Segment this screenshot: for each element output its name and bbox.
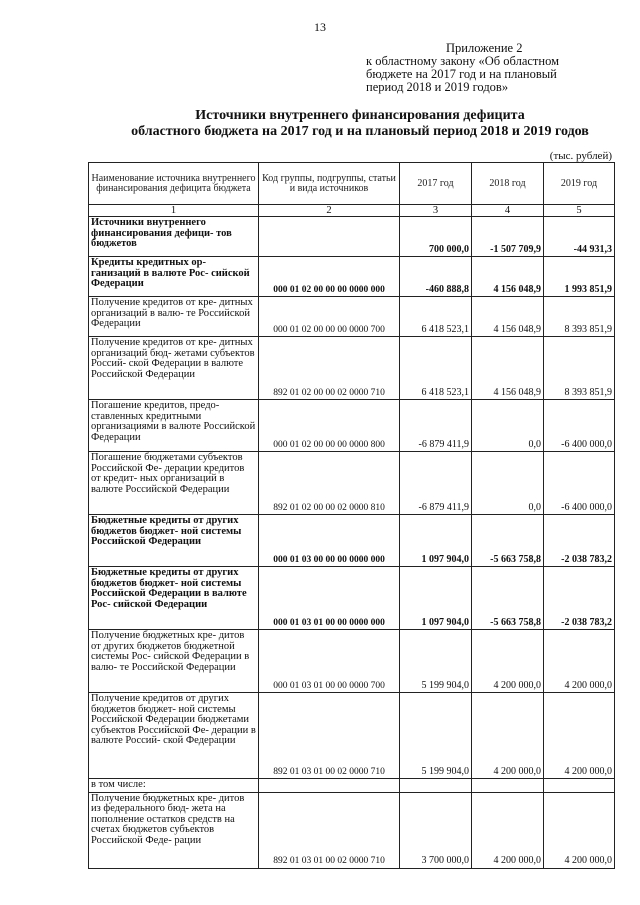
row-value-2017: 5 199 904,0 [400, 693, 472, 779]
row-name: Погашение бюджетами субъектов Российской Фе- дерации кредитов от кредит- ных организаций в валюте Российской Федерации [89, 452, 259, 515]
row-value-2019: 4 200 000,0 [544, 693, 615, 779]
table-header-row [89, 163, 615, 205]
row-name: Получение кредитов от кре- дитных организаций в валю- те Российской Федерации [89, 297, 259, 337]
row-code: 892 01 03 01 00 02 0000 710 [259, 693, 400, 779]
row-value-2019: -6 400 000,0 [544, 452, 615, 515]
units-label: (тыс. рублей) [549, 150, 612, 162]
row-code: 892 01 02 00 00 02 0000 810 [259, 452, 400, 515]
table-row [89, 400, 615, 452]
row-value-2017 [400, 779, 472, 793]
row-name: Бюджетные кредиты от других бюджетов бюджет- ной системы Российской Федерации [89, 515, 259, 567]
row-name: Бюджетные кредиты от других бюджетов бюджет- ной системы Российской Федерации в валюте Рос- сийской Федерации [89, 567, 259, 630]
row-name: Получение кредитов от других бюджетов бюджет- ной системы Российской Федерации бюджетами субъектов Российской Фе- дерации в валюте Россий- ской Федерации [89, 693, 259, 779]
row-code: 000 01 02 00 00 00 0000 800 [259, 400, 400, 452]
row-value-2019: -2 038 783,2 [544, 567, 615, 630]
appendix-line: бюджете на 2017 год и на плановый [366, 67, 557, 81]
appendix-line: период 2018 и 2019 годов» [366, 80, 509, 94]
header-code: Код группы, подгруппы, статьи и вида источников [259, 163, 400, 205]
row-value-2017: -6 879 411,9 [400, 452, 472, 515]
row-value-2019: 8 393 851,9 [544, 337, 615, 400]
row-value-2019: 1 993 851,9 [544, 257, 615, 297]
row-value-2017: 6 418 523,1 [400, 337, 472, 400]
row-name: в том числе: [89, 779, 259, 793]
row-value-2018: 4 156 048,9 [472, 257, 544, 297]
row-name: Получение бюджетных кре- дитов из федерального бюд- жета на пополнение остатков средств на счетах бюджетов субъектов Российской Феде- рации [89, 792, 259, 868]
row-value-2017: 3 700 000,0 [400, 792, 472, 868]
row-value-2018: -5 663 758,8 [472, 567, 544, 630]
column-number: 5 [544, 205, 615, 217]
header-2019: 2019 год [544, 163, 615, 205]
row-value-2018: 4 200 000,0 [472, 792, 544, 868]
table-row [89, 337, 615, 400]
row-value-2019: 4 200 000,0 [544, 792, 615, 868]
header-2017: 2017 год [400, 163, 472, 205]
row-value-2017: 700 000,0 [400, 217, 472, 257]
header-2018: 2018 год [472, 163, 544, 205]
table-row [89, 257, 615, 297]
row-value-2019: -44 931,3 [544, 217, 615, 257]
row-value-2018 [472, 779, 544, 793]
title-line: областного бюджета на 2017 год и на плановый период 2018 и 2019 годов [131, 123, 589, 139]
row-code: 000 01 02 00 00 00 0000 700 [259, 297, 400, 337]
row-value-2018: -1 507 709,9 [472, 217, 544, 257]
row-name: Кредиты кредитных ор- ганизаций в валюте Рос- сийской Федерации [89, 257, 259, 297]
table-row [89, 297, 615, 337]
row-code [259, 217, 400, 257]
page-number: 13 [314, 20, 326, 34]
row-code: 892 01 02 00 00 02 0000 710 [259, 337, 400, 400]
financing-sources-table [88, 162, 615, 869]
row-value-2017: -6 879 411,9 [400, 400, 472, 452]
table-row [89, 779, 615, 793]
column-number: 4 [472, 205, 544, 217]
table-row [89, 452, 615, 515]
row-value-2019 [544, 779, 615, 793]
row-value-2017: -460 888,8 [400, 257, 472, 297]
row-value-2018: 4 156 048,9 [472, 337, 544, 400]
row-value-2017: 1 097 904,0 [400, 567, 472, 630]
appendix-line: к областному закону «Об областном [366, 54, 559, 68]
row-code: 000 01 03 01 00 00 0000 700 [259, 630, 400, 693]
table-row [89, 693, 615, 779]
column-number-row [89, 205, 615, 217]
row-value-2019: -2 038 783,2 [544, 515, 615, 567]
row-value-2018: -5 663 758,8 [472, 515, 544, 567]
row-value-2017: 6 418 523,1 [400, 297, 472, 337]
row-value-2018: 4 200 000,0 [472, 693, 544, 779]
column-number: 3 [400, 205, 472, 217]
appendix-block [366, 42, 628, 94]
row-value-2017: 1 097 904,0 [400, 515, 472, 567]
row-code: 000 01 03 00 00 00 0000 000 [259, 515, 400, 567]
row-value-2019: 8 393 851,9 [544, 297, 615, 337]
table-row [89, 567, 615, 630]
table-row [89, 792, 615, 868]
row-value-2018: 4 156 048,9 [472, 297, 544, 337]
row-code [259, 779, 400, 793]
header-name: Наименование источника внутреннего финансирования дефицита бюджета [89, 163, 259, 205]
row-value-2018: 0,0 [472, 400, 544, 452]
document-title [60, 108, 640, 139]
row-value-2017: 5 199 904,0 [400, 630, 472, 693]
column-number: 1 [89, 205, 259, 217]
row-value-2018: 4 200 000,0 [472, 630, 544, 693]
column-number: 2 [259, 205, 400, 217]
row-name: Погашение кредитов, предо- ставленных кредитными организациями в валюте Российской Федерации [89, 400, 259, 452]
row-value-2018: 0,0 [472, 452, 544, 515]
table-row [89, 515, 615, 567]
title-line: Источники внутреннего финансирования дефицита [195, 108, 525, 123]
table-row [89, 217, 615, 257]
table-row [89, 630, 615, 693]
row-code: 000 01 03 01 00 00 0000 000 [259, 567, 400, 630]
row-code: 892 01 03 01 00 02 0000 710 [259, 792, 400, 868]
row-value-2019: -6 400 000,0 [544, 400, 615, 452]
appendix-title: Приложение 2 [446, 41, 523, 55]
row-value-2019: 4 200 000,0 [544, 630, 615, 693]
row-name: Получение бюджетных кре- дитов от других бюджетов бюджетной системы Рос- сийской Федерации в валю- те Российской Федерации [89, 630, 259, 693]
row-code: 000 01 02 00 00 00 0000 000 [259, 257, 400, 297]
row-name: Источники внутреннего финансирования дефици- тов бюджетов [89, 217, 259, 257]
row-name: Получение кредитов от кре- дитных организаций бюд- жетами субъектов Россий- ской Федерации в валюте Российской Федерации [89, 337, 259, 400]
